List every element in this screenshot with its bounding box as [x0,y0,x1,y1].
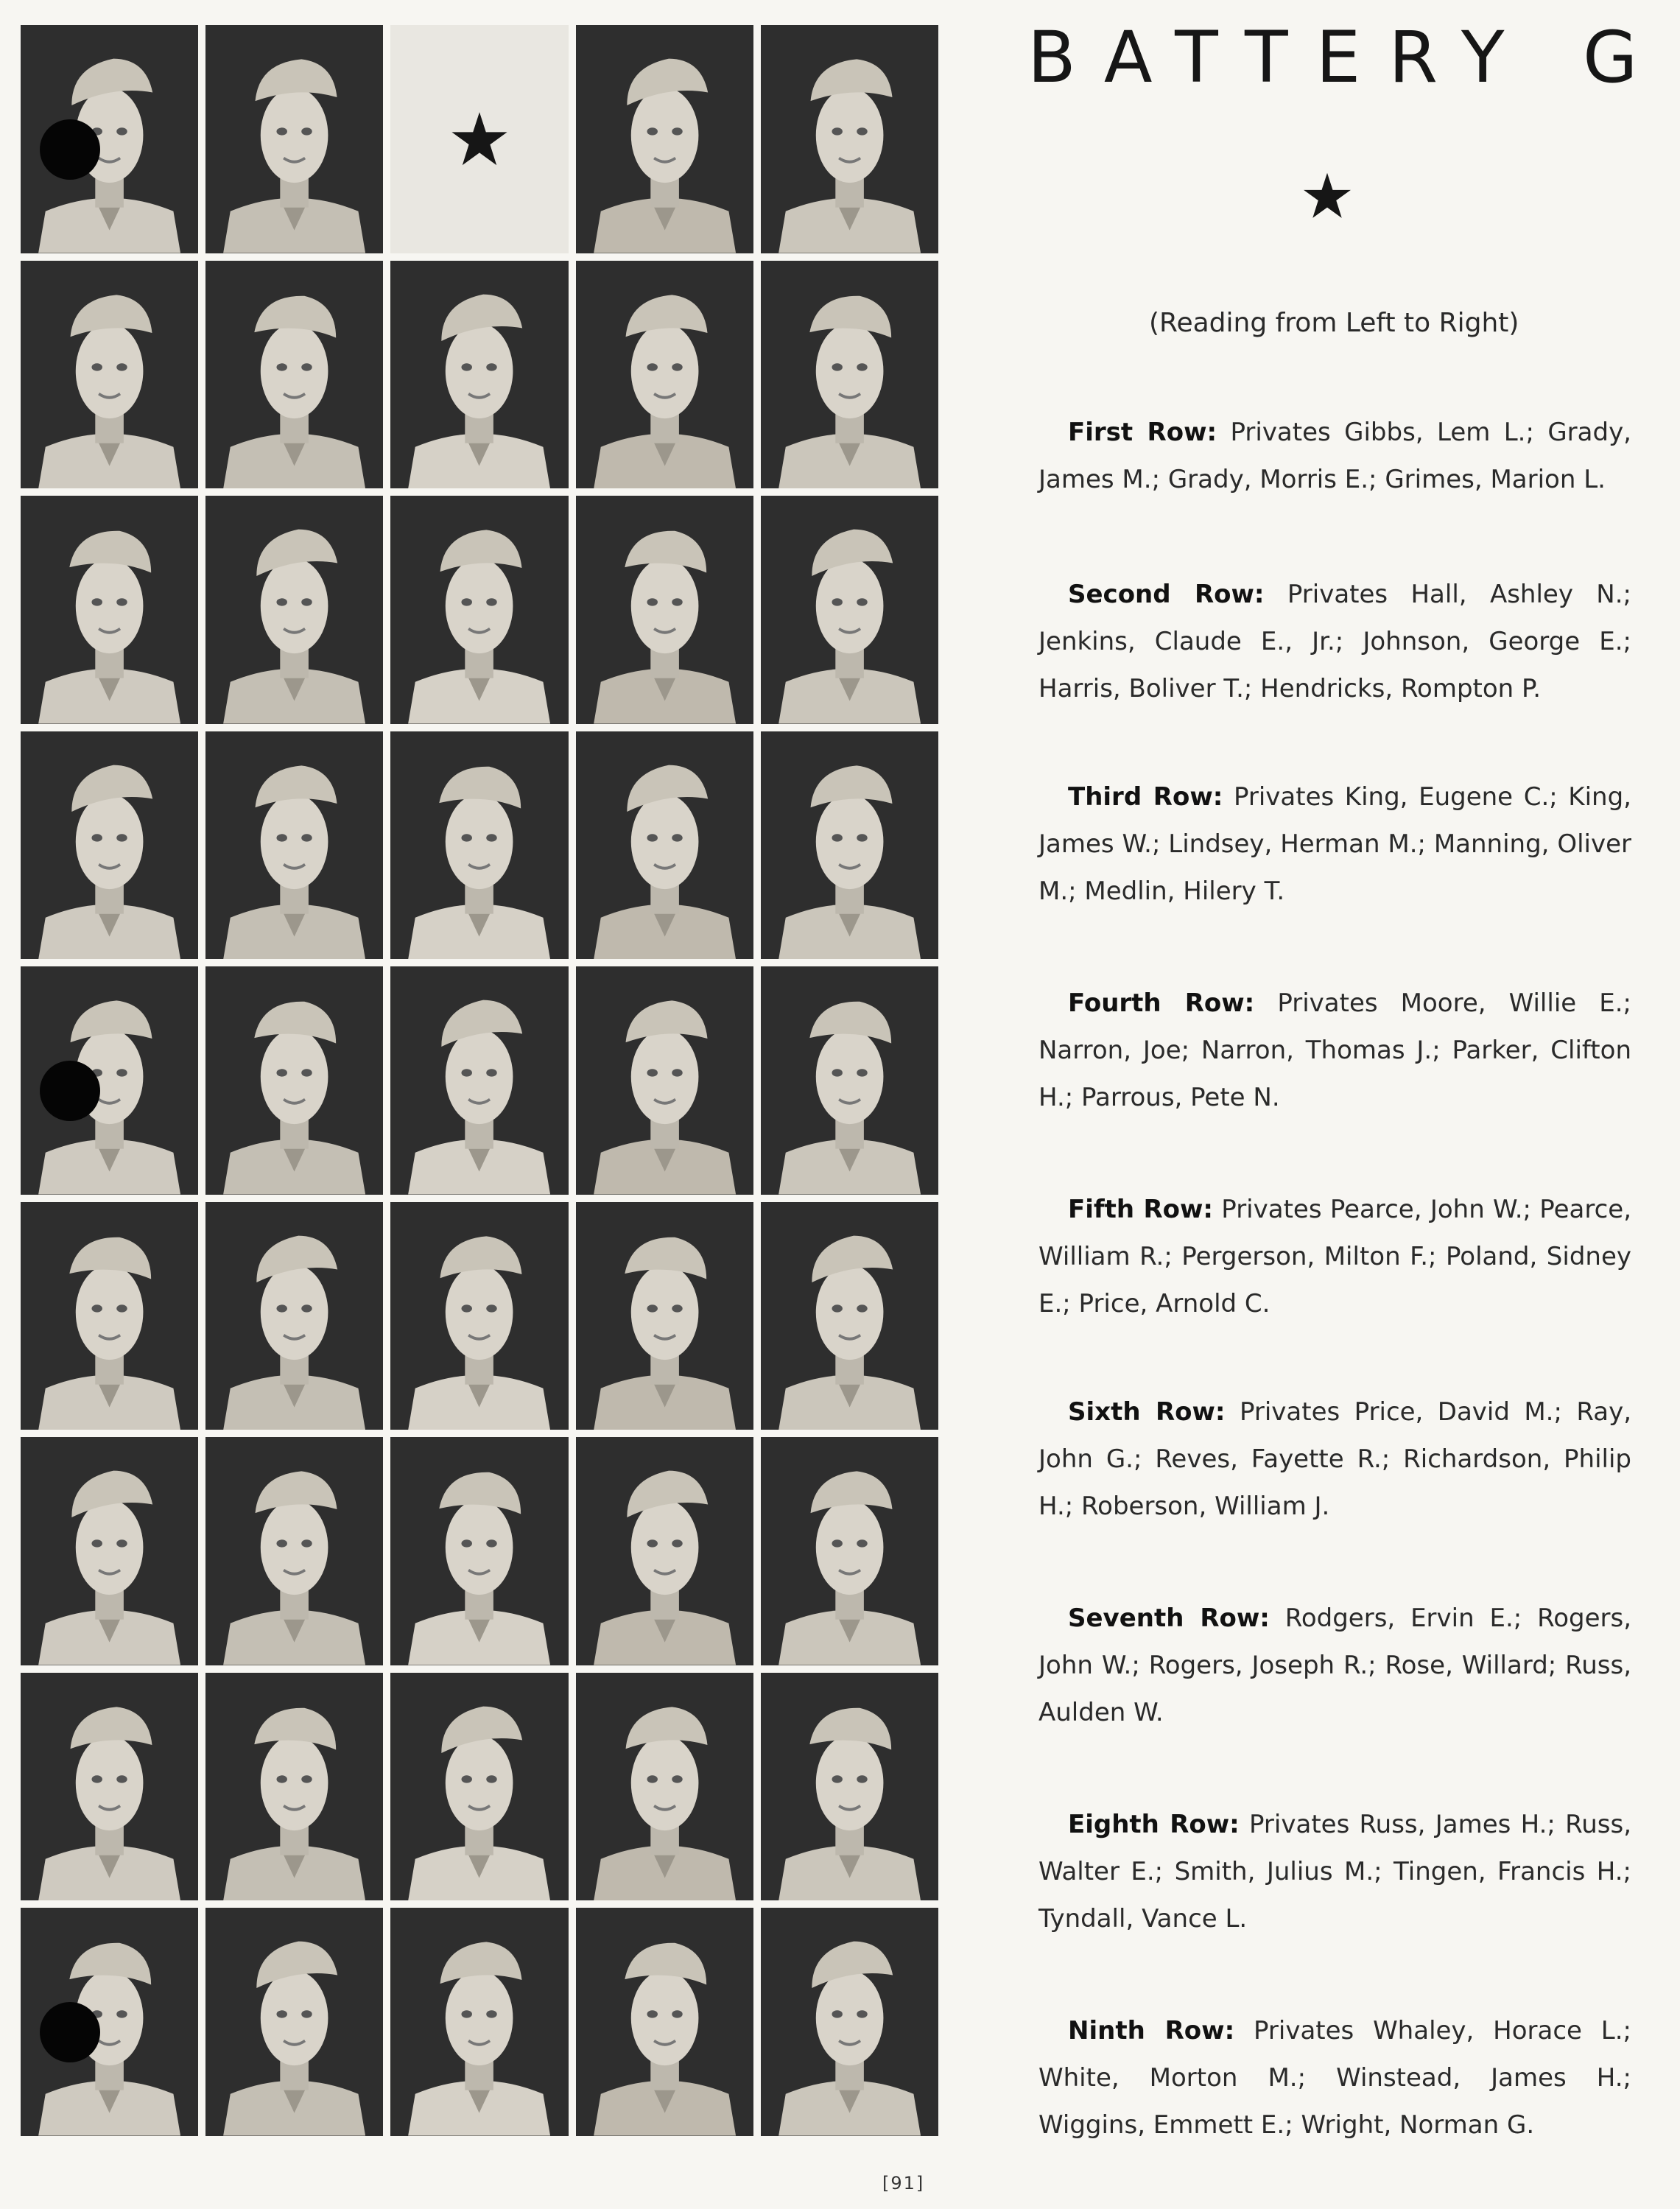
portrait-photo [205,25,383,253]
caption-names: Privates King, Eugene C.; King, James W.; Lindsey, Herman M.; Manning, Oliver M.; Medlin, Hilery T. [1038,782,1631,906]
portrait-photo [21,966,198,1195]
caption-label: Ninth Row: [1068,2016,1235,2045]
portrait-photo [21,1202,198,1430]
punch-hole [40,1061,100,1121]
portrait-photo [390,1673,568,1901]
portrait-photo [21,1673,198,1901]
caption-row-7 [1038,1595,1631,1736]
portrait-photo [761,496,938,724]
portrait-photo [390,1908,568,2136]
punch-hole [40,2002,100,2062]
portrait-grid [21,25,938,2136]
caption-names: Privates Hall, Ashley N.; Jenkins, Claude E., Jr.; Johnson, George E.; Harris, Boliver T.; Hendricks, Rompton P. [1038,580,1631,703]
caption-label: Eighth Row: [1068,1810,1240,1839]
portrait-photo [205,1908,383,2136]
portrait-photo [205,1437,383,1665]
portrait-photo [205,966,383,1195]
caption-label: Fourth Row: [1068,988,1255,1018]
caption-label: Sixth Row: [1068,1397,1226,1427]
caption-names: Privates Gibbs, Lem L.; Grady, James M.; Grady, Morris E.; Grimes, Marion L. [1038,418,1631,494]
portrait-photo [205,1202,383,1430]
portrait-photo [761,25,938,253]
portrait-photo [205,731,383,960]
portrait-photo [390,1202,568,1430]
caption-names: Privates Pearce, John W.; Pearce, William R.; Pergerson, Milton F.; Poland, Sidney E.; Price, Arnold C. [1038,1195,1631,1318]
caption-row-4 [1038,980,1631,1121]
portrait-photo [21,1437,198,1665]
portrait-photo [576,731,753,960]
portrait-photo [390,966,568,1195]
caption-label: Fifth Row: [1068,1195,1213,1224]
portrait-photo [205,1673,383,1901]
portrait-photo [390,496,568,724]
portrait-photo [21,1908,198,2136]
portrait-photo [21,496,198,724]
portrait-photo [205,261,383,489]
portrait-photo [761,1673,938,1901]
portrait-photo [21,261,198,489]
portrait-photo [576,1437,753,1665]
punch-hole [40,119,100,180]
portrait-photo [21,731,198,960]
portrait-photo [761,731,938,960]
caption-row-3 [1038,773,1631,915]
caption-names: Privates Whaley, Horace L.; White, Morton M.; Winstead, James H.; Wiggins, Emmett E.; Wright, Norman G. [1038,2016,1632,2140]
portrait-photo [205,496,383,724]
caption-row-5 [1038,1186,1631,1327]
page-number: [91] [882,2173,925,2194]
portrait-photo [576,1673,753,1901]
portrait-photo [390,731,568,960]
caption-names: Privates Russ, James H.; Russ, Walter E.; Smith, Julius M.; Tingen, Francis H.; Tyndall, Vance L. [1038,1810,1632,1934]
portrait-photo [576,496,753,724]
caption-names: Privates Moore, Willie E.; Narron, Joe; Narron, Thomas J.; Parker, Clifton H.; Parrous, Pete N. [1038,988,1631,1112]
portrait-photo [21,25,198,253]
caption-names: Privates Price, David M.; Ray, John G.; Reves, Fayette R.; Richardson, Philip H.; Roberson, William J. [1038,1397,1632,1521]
portrait-photo [390,261,568,489]
caption-names: Rodgers, Ervin E.; Rogers, John W.; Rogers, Joseph R.; Rose, Willard; Russ, Aulden W. [1038,1604,1631,1727]
caption-row-8 [1038,1801,1631,1942]
caption-label: First Row: [1068,418,1217,447]
caption-row-9 [1038,2007,1631,2149]
portrait-photo [761,1908,938,2136]
portrait-photo [576,25,753,253]
portrait-photo [576,1908,753,2136]
portrait-photo [576,261,753,489]
portrait-photo [761,261,938,489]
star-icon [1302,171,1352,221]
reading-direction-note: (Reading from Left to Right) [1149,308,1519,338]
caption-row-2 [1038,571,1631,712]
portrait-photo [390,1437,568,1665]
portrait-photo [576,1202,753,1430]
portrait-photo [576,966,753,1195]
portrait-photo [761,966,938,1195]
placeholder-star-icon [390,25,568,253]
portrait-photo [761,1202,938,1430]
caption-label: Second Row: [1068,580,1265,609]
caption-row-6 [1038,1388,1631,1530]
caption-label: Seventh Row: [1068,1604,1270,1633]
portrait-photo [761,1437,938,1665]
page-title: BATTERY G [1027,16,1666,99]
caption-row-1 [1038,409,1631,503]
caption-label: Third Row: [1068,782,1223,812]
